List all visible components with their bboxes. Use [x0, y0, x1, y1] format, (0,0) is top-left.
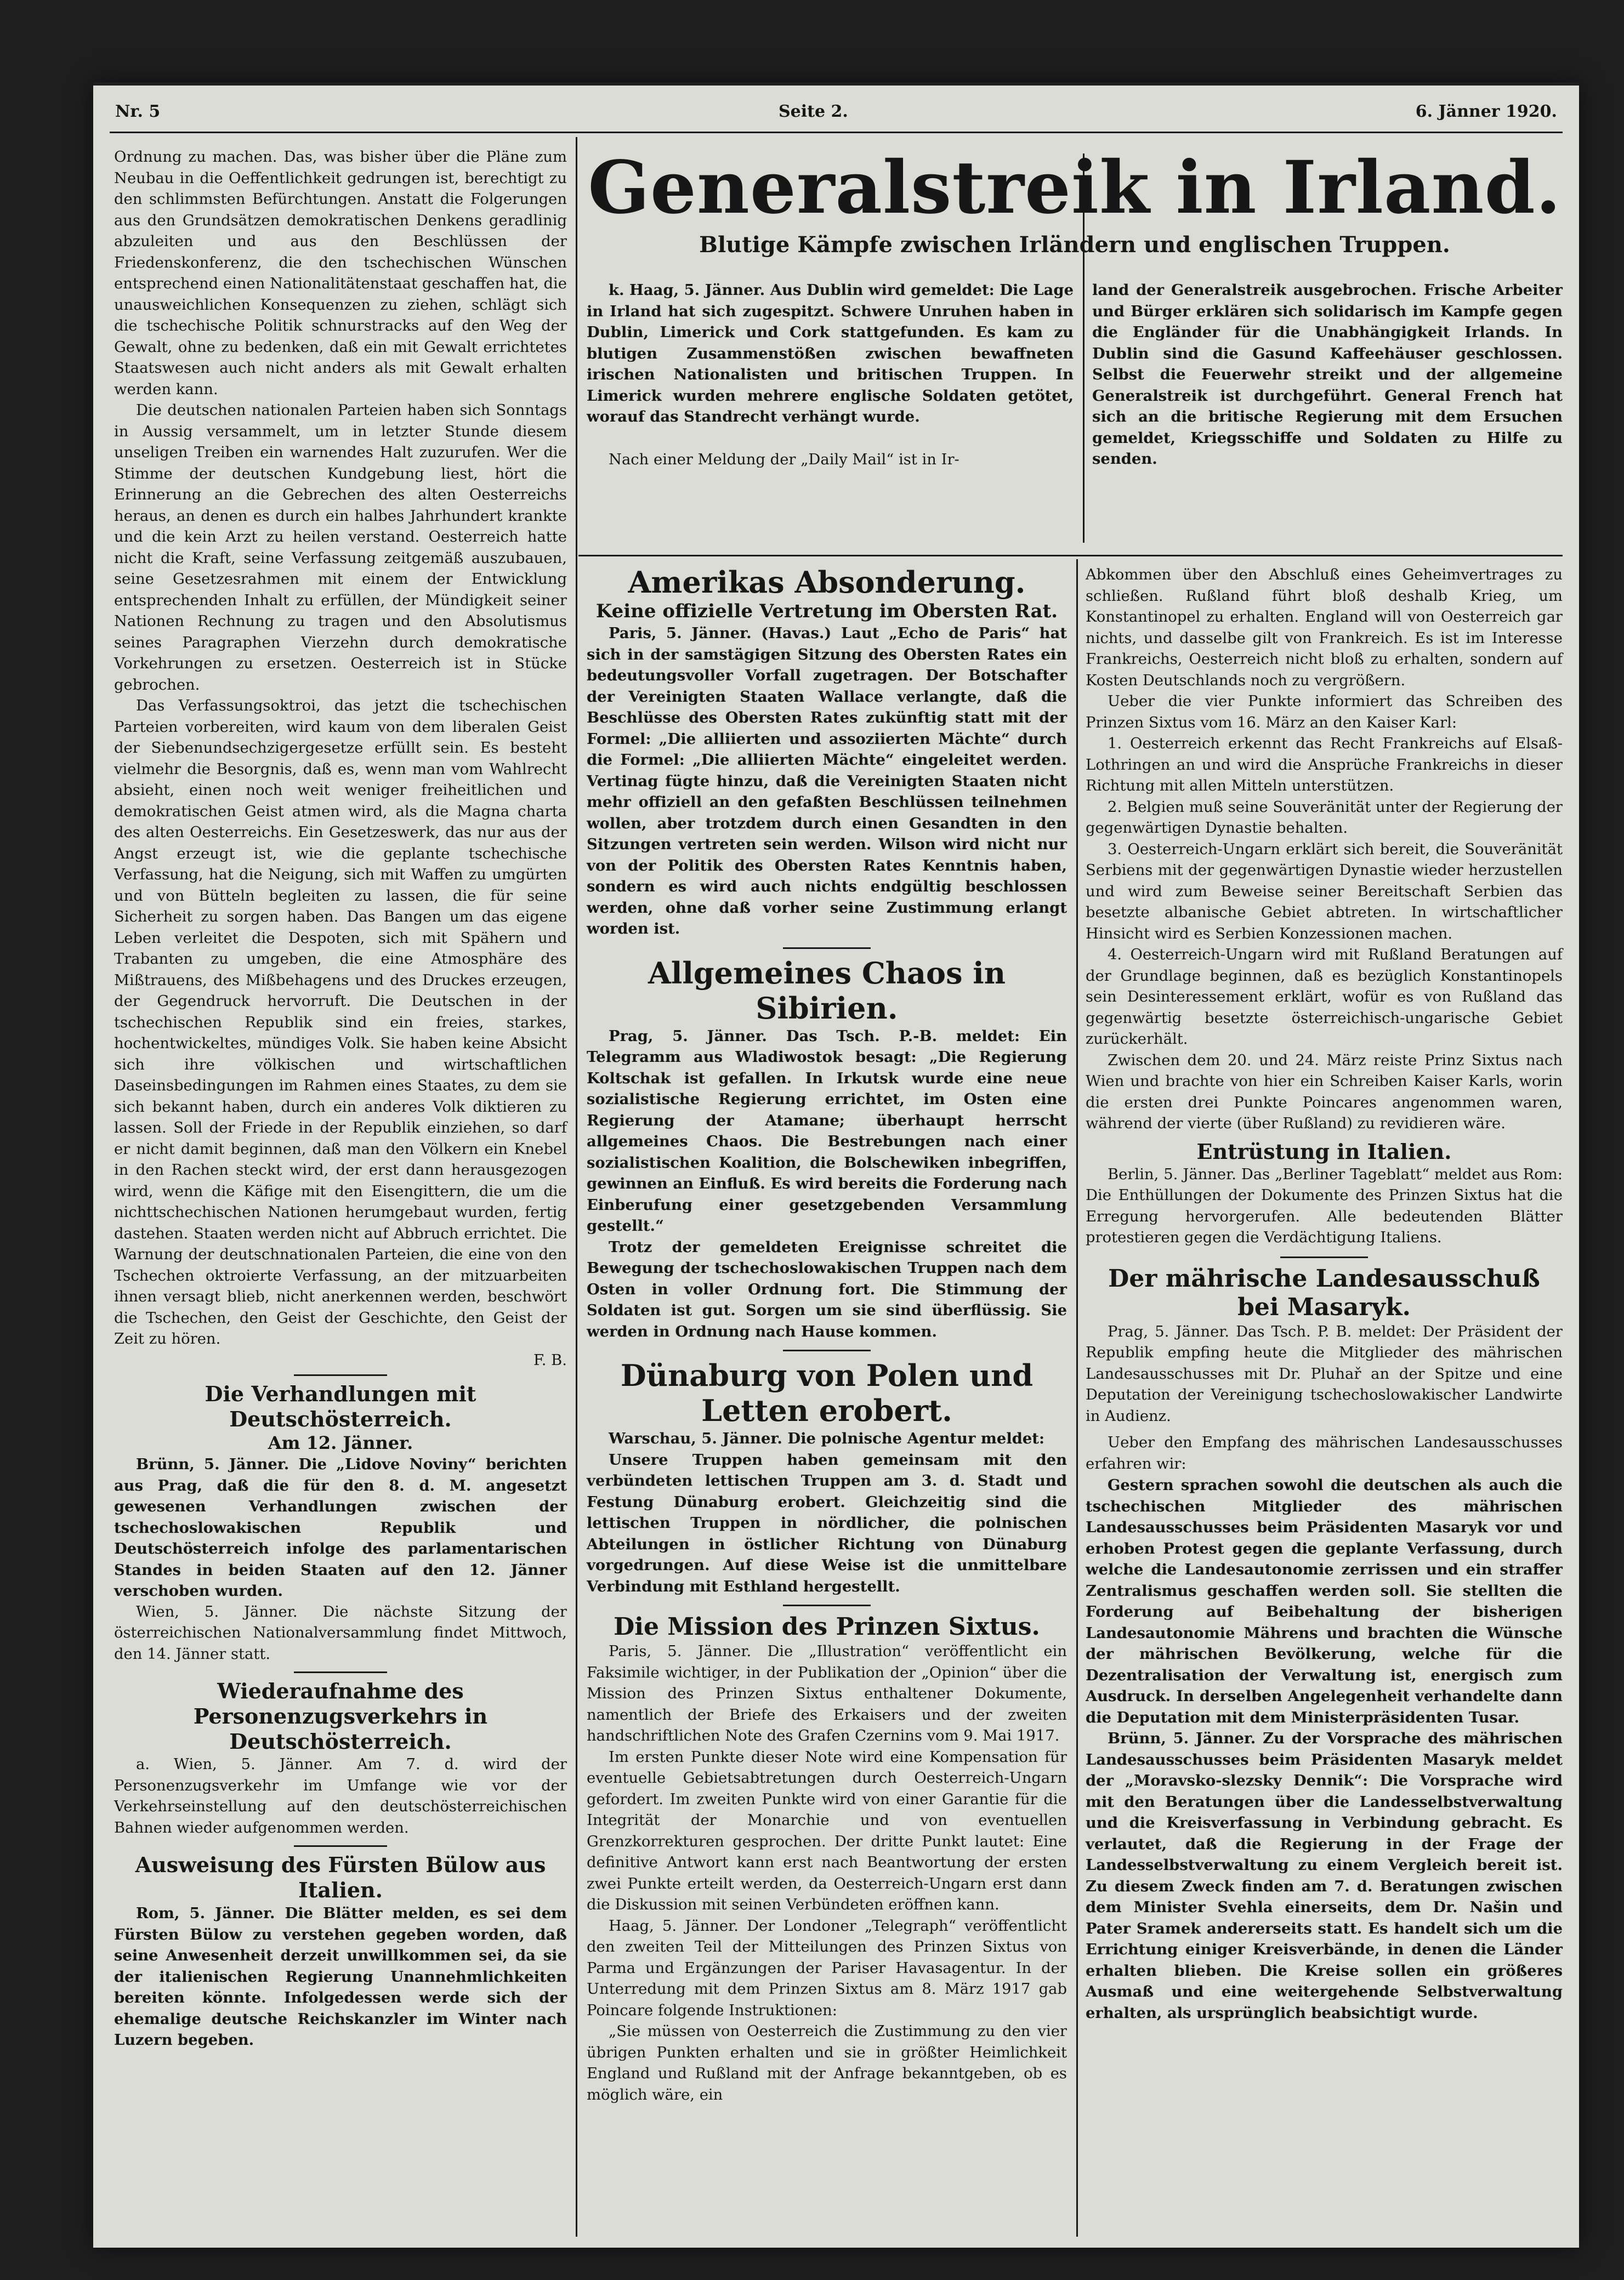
- article-paragraph: Paris, 5. Jänner. Die „Illustration“ veröffentlicht ein Faksimile wichtiger, in der Publikation der „Opinion“ über die Mission des Prinzen Sixtus enthaltener Dokumente, namentlich der Briefe des Erkaisers und der zweiten handschriftlichen Note des Grafen Czernins vom 9. Mai 1917.: [587, 1643, 1067, 1744]
- headline-chaos: Allgemeines Chaos in Sibirien.: [648, 955, 1006, 1026]
- separator-rule: [783, 947, 871, 949]
- column-2: [587, 565, 1067, 2106]
- article-paragraph: k. Haag, 5. Jänner. Aus Dublin wird gemeldet: Die Lage in Irland hat sich zugespitzt. Schwere Unruhen haben in Dublin, Limerick und Cork stattgefunden. Es kam zu blutigen Zusammenstößen zwischen bewaffneten irischen Nationalisten und britischen Truppen. In Limerick wurden mehrere englische Soldaten getötet, worauf das Standrecht verhängt wurde.: [587, 281, 1074, 425]
- top-edge-bar: [93, 82, 1579, 86]
- article-paragraph: Ueber die vier Punkte informiert das Schreiben des Prinzen Sixtus vom 16. März an den Kaiser Karl:: [1086, 693, 1563, 731]
- article-paragraph: Rom, 5. Jänner. Die Blätter melden, es sei dem Fürsten Bülow zu verstehen gegeben worden, daß seine Anwesenheit derzeit unwillkommen sei, da sie der italienischen Regierung Unannehmlichkeiten bereiten könnte. Infolgedessen werde sich der ehemalige deutsche Reichskanzler im Winter nach Luzern begeben.: [114, 1904, 567, 2049]
- issue-date: 6. Jänner 1920.: [1415, 102, 1557, 121]
- headline-maehrisch: Der mährische Landesausschuß bei Masaryk.: [1108, 1264, 1540, 1321]
- separator-rule: [294, 1845, 387, 1847]
- column-1: [114, 147, 567, 2051]
- irland-bottom-rule: [578, 555, 1563, 556]
- article-paragraph: 1. Oesterreich erkennt das Recht Frankreichs auf Elsaß-Lothringen an und wird die Ansprüche Frankreichs in dieser Richtung mit allen Mitteln unterstützen.: [1086, 735, 1563, 794]
- separator-rule: [783, 1605, 871, 1606]
- subhead-amerikas: Keine offizielle Vertretung im Obersten Rat.: [595, 600, 1058, 622]
- issue-number: Nr. 5: [115, 102, 161, 121]
- irland-block: [587, 147, 1563, 258]
- article-paragraph: Prag, 5. Jänner. Das Tsch. P. B. meldet: Der Präsident der Republik empfing heute die Mitglieder des mährischen Landesausschusses mit Dr. Pluhař an der Spitze und eine Deputation der Vereinigung tschechoslowakischer Landwirte in Audienz.: [1086, 1323, 1563, 1425]
- headline-amerikas: Amerikas Absonderung.: [628, 565, 1026, 600]
- article-paragraph: Trotz der gemeldeten Ereignisse schreitet die Bewegung der tschechoslowakischen Truppen nach dem Osten in voller Ordnung fort. Die Stimmung der Soldaten ist gut. Sorgen um sie sind überflüssig. Sie werden in Ordnung nach Hause kommen.: [587, 1238, 1067, 1340]
- separator-rule: [294, 1671, 387, 1673]
- article-paragraph: 3. Oesterreich-Ungarn erklärt sich bereit, die Souveränität Serbiens mit der gegenwärtigen Dynastie wieder herzustellen und wird zum Beweise seiner Bereitschaft Serbien das besetzte albanische Gebiet abtreten. In wirtschaftlicher Hinsicht wird es Serbien Konzessionen machen.: [1086, 840, 1563, 942]
- article-paragraph: Brünn, 5. Jänner. Die „Lidove Noviny“ berichten aus Prag, daß die für den 8. d. M. angesetzt gewesenen Verhandlungen zwischen der tschechoslowakischen Republik und Deutschösterreich infolge des parlamentarischen Standes in beiden Staaten auf den 12. Jänner verschoben wurden.: [114, 1455, 567, 1600]
- editorial-signature: F. B.: [533, 1351, 567, 1369]
- editorial-paragraph: Die deutschen nationalen Parteien haben sich Sonntags in Aussig versammelt, um in letzter Stunde diesem unseligen Treiben ein warnendes Halt zuzurufen. Wer die Stimme der deutschen Kundgebung liest, hört die Erinnerung an die Gebrechen des alten Oesterreichs heraus, an denen es durch ein halbes Jahrhundert krankte und die kein Arzt zu heilen verstand. Oesterreich hatte nicht die Kraft, seine Verfassung zeitgemäß auszubauen, seine Gesetzesrahmen mit einem der Entwicklung entsprechenden Inhalt zu erfüllen, der Mündigkeit seiner Nationen Rechnung zu tragen und den Absolutismus seines Paragraphen Vierzehn durch demokratische Vorkehrungen zu ersetzen. Oesterreich ist in Stücke gebrochen.: [114, 402, 567, 693]
- article-paragraph: 2. Belgien muß seine Souveränität unter der Regierung der gegenwärtigen Dynastie behalten.: [1086, 798, 1563, 837]
- headline-mission: Die Mission des Prinzen Sixtus.: [614, 1613, 1040, 1641]
- headline-entruestung: Entrüstung in Italien.: [1196, 1139, 1452, 1164]
- irland-right-column: [1092, 280, 1563, 470]
- article-paragraph: 4. Oesterreich-Ungarn wird mit Rußland Beratungen auf der Grundlage beginnen, daß es bezüglich Konstantinopels sein Desinteressement erklärt, wofür es von Rußland das gegenwärtig besetzte österreichisch-ungarische Gebiet zurückerhält.: [1086, 946, 1563, 1048]
- editorial-paragraph: Ordnung zu machen. Das, was bisher über die Pläne zum Neubau in die Oeffentlichkeit gedrungen ist, berechtigt zu den schlimmsten Befürchtungen. Anstatt die Folgerungen aus den Grundsätzen demokratischen Denkens geradlinig abzuleiten und aus den Beschlüssen der Friedenskonferenz, die den tschechischen Wünschen entsprechend einen Nationalitätenstaat geschaffen hat, die unausweichlichen Konsequenzen zu ziehen, schlägt sich die tschechische Politik schnurstracks auf den Weg der Gewalt, ohne zu bedenken, daß ein mit Gewalt errichtetes Staatswesen auch nicht anders als mit Gewalt erhalten werden kann.: [114, 149, 567, 398]
- headline-generalstreik: Generalstreik in Irland.: [588, 145, 1561, 230]
- irland-left-tail: [587, 450, 1074, 471]
- separator-rule: [294, 1374, 387, 1376]
- subhead-generalstreik: Blutige Kämpfe zwischen Irländern und englischen Truppen.: [699, 232, 1450, 258]
- subhead-verhandlungen: Am 12. Jänner.: [268, 1432, 413, 1453]
- article-paragraph: Nach einer Meldung der „Daily Mail“ ist in Ir-: [609, 451, 959, 468]
- editorial-paragraph: Das Verfassungsoktroi, das jetzt die tschechischen Parteien vorbereiten, wird kaum von dem liberalen Geist der Siebenundsechzigergesetze erfüllt sein. Es besteht vielmehr die Besorgnis, daß es, wenn man vom Wahlrecht absieht, einen noch weit weniger freiheitlichen und demokratischen Geist atmen wird, als die Magna charta des alten Oesterreichs. Ein Gesetzeswerk, das nur aus der Angst erzeugt ist, wie die geplante tschechische Verfassung, hat die Neigung, sich mit Waffen zu umgürten und von Bütteln begleiten zu lassen, die für seine Sicherheit zu sorgen haben. Das Bangen um das eigene Leben verleitet die Despoten, sich mit Spähern und Trabanten zu umgeben, die eine Atmosphäre des Mißtrauens, des Mißbehagens und des Druckes erzeugen, der Gegendruck hervorruft. Die Deutschen in der tschechischen Republik sind ein freies, starkes, hochentwickeltes, mündiges Volk. Sie haben keine Absicht sich ihre völkischen und wirtschaftlichen Daseinsbedingungen im Rahmen eines Staates, zu dem sie sich bekannt haben, durch ein anderes Volk diktieren zu lassen. Soll der Friede in der Republik einziehen, so darf er nicht damit beginnen, daß man den Völkern ein Knebel in den Rachen steckt wird, der erst dann herausgezogen wird, wenn die Käfige mit den Eisengittern, die um die nichttschechischen Nationen herumgebaut wurden, fertig dastehen. Staaten werden nicht auf Abbruch errichtet. Die Warnung der deutschnationalen Parteien, die eine von den Tschechen oktroierte Verfassung, an der mitzuarbeiten ihnen versagt blieb, nicht anerkennen werden, beschwört die Tschechen, den Geist der Geschichte, den Geist der Zeit zu hören.: [114, 697, 567, 1347]
- column-rule-right: [1076, 559, 1078, 2237]
- article-paragraph: a. Wien, 5. Jänner. Am 7. d. wird der Personenzugsverkehr im Umfange wie vor der Verkehrseinstellung auf den deutschösterreichischen Bahnen wieder aufgenommen werden.: [114, 1756, 567, 1836]
- headline-duenaburg: Dünaburg von Polen und Letten erobert.: [620, 1358, 1034, 1428]
- article-paragraph: Berlin, 5. Jänner. Das „Berliner Tageblatt“ meldet aus Rom: Die Enthüllungen der Dokumente des Prinzen Sixtus hat die Erregung hervorgerufen. Alle bedeutenden Blätter protestieren gegen die Verdächtigung Italiens.: [1086, 1165, 1563, 1246]
- column-rule-left: [576, 137, 577, 2237]
- article-paragraph: „Sie müssen von Oesterreich die Zustimmung zu den vier übrigen Punkten erhalten und sie in größter Heimlichkeit England und Rußland mit der Anfrage bekanntgeben, ob es möglich wäre, ein: [587, 2023, 1067, 2103]
- article-paragraph: Haag, 5. Jänner. Der Londoner „Telegraph“ veröffentlicht den zweiten Teil der Mitteilungen des Prinzen Sixtus von Parma und Ergänzungen der Pariser Havasagentur. In der Unterredung mit dem Prinzen Sixtus am 8. März 1917 gab Poincare folgende Instruktionen:: [587, 1917, 1067, 2019]
- article-paragraph: Zwischen dem 20. und 24. März reiste Prinz Sixtus nach Wien und brachte von hier ein Schreiben Kaiser Karls, worin die ersten drei Punkte Poincares angenommen waren, während der vierte (über Rußland) zu revidieren wäre.: [1086, 1051, 1563, 1132]
- article-paragraph: Unsere Truppen haben gemeinsam mit den verbündeten lettischen Truppen am 3. d. Stadt und Festung Dünaburg erobert. Gleichzeitig sind die lettischen Truppen in nördlicher, die polnischen Abteilungen in östlicher Richtung von Dünaburg vorgedrungen. Auf diese Weise ist die unmittelbare Verbindung mit Esthland hergestellt.: [587, 1451, 1067, 1595]
- separator-rule: [1280, 1256, 1368, 1258]
- article-paragraph: Abkommen über den Abschluß eines Geheimvertrages zu schließen. Rußland führt bloß deshalb Krieg, um Konstantinopel zu erhalten. England will von Oesterreich gar nichts, und dasselbe gilt von Frankreich. Es ist im Interesse Frankreichs, Oesterreich nicht bloß zu erhalten, sondern auf Kosten Deutschlands noch zu vergrößern.: [1086, 566, 1563, 689]
- headline-verhandlungen: Die Verhandlungen mit Deutschösterreich.: [205, 1381, 476, 1431]
- article-paragraph: land der Generalstreik ausgebrochen. Frische Arbeiter und Bürger erklären sich solidarisch im Kampfe gegen die Engländer für die Unabhängigkeit Irlands. In Dublin sind die Gasund Kaffeehäuser geschlossen. Selbst die Feuerwehr streikt und der allgemeine Generalstreik ist durchgeführt. General French hat sich an die britische Regierung mit dem Ersuchen gemeldet, Kriegsschiffe und Soldaten zu Hilfe zu senden.: [1092, 281, 1563, 468]
- article-paragraph: Warschau, 5. Jänner. Die polnische Agentur meldet:: [609, 1430, 1045, 1447]
- newspaper-page: [93, 82, 1579, 2248]
- page-number: Seite 2.: [779, 102, 848, 121]
- irland-left-column: [587, 280, 1074, 428]
- article-paragraph: Wien, 5. Jänner. Die nächste Sitzung der österreichischen Nationalversammlung findet Mittwoch, den 14. Jänner statt.: [114, 1603, 567, 1663]
- column-3: [1086, 565, 1563, 2023]
- article-paragraph: Brünn, 5. Jänner. Zu der Vorsprache des mährischen Landesausschusses beim Präsidenten Masaryk meldet der „Moravsko-slezsky Dennik“: Die Vorsprache wird mit den Beratungen über die Landesselbstverwaltung und die Kreisverfassung in Verbindung gebracht. Es verlautet, daß die Regierung in der Frage der Landesselbstverwaltung zu einem Vergleich bereit ist. Zu diesem Zweck finden am 7. d. Beratungen zwischen dem Minister Svehla einerseits, dem Dr. Našin und Pater Sramek andererseits statt. Es handelt sich um die Errichtung einiger Kreisverbände, in denen die Länder erhalten blieben. Die Kreise sollen ein größeres Ausmaß und eine weitergehende Selbstverwaltung erhalten, als ursprünglich beabsichtigt wurde.: [1086, 1730, 1563, 2022]
- article-paragraph: Gestern sprachen sowohl die deutschen als auch die tschechischen Mitglieder des mährischen Landesausschusses beim Präsidenten Masaryk vor und erhoben Protest gegen die geplante Verfassung, durch welche die Landesautonomie zerrissen und ein straffer Zentralismus geschaffen werden soll. Sie stellten die Forderung auf Beibehaltung der bisherigen Landesautonomie Mährens und brachten die Wünsche der mährischen Bevölkerung, welche für die Dezentralisation der Verwaltung ist, energisch zum Ausdruck. In derselben Angelegenheit verhandelte dann die Deputation mit dem Ministerpräsidenten Tusar.: [1086, 1476, 1563, 1726]
- separator-rule: [783, 1350, 871, 1351]
- article-paragraph: Ueber den Empfang des mährischen Landesausschusses erfahren wir:: [1086, 1434, 1563, 1472]
- headline-ausweisung: Ausweisung des Fürsten Bülow aus Italien.: [135, 1852, 546, 1902]
- article-paragraph: Im ersten Punkte dieser Note wird eine Kompensation für eventuelle Gebietsabtretungen durch Oesterreich-Ungarn gefordert. Im zweiten Punkte wird von einer Garantie für die Integrität der Monarchie und von eventuellen Grenzkorrekturen gesprochen. Der dritte Punkt lautet: Eine definitive Antwort kann erst nach Beantwortung der ersten zwei Punkte erteilt werden, da Oesterreich-Ungarn erst dann die Diskussion mit seinen Verbündeten eröffnen kann.: [587, 1748, 1067, 1913]
- article-paragraph: Prag, 5. Jänner. Das Tsch. P.-B. meldet: Ein Telegramm aus Wladiwostok besagt: „Die Regierung Koltschak ist gefallen. In Irkutsk wurde eine neue sozialistische Regierung errichtet, im Osten eine Regierung der Atamane; überhaupt herrscht allgemeines Chaos. Die Bestrebungen nach einer sozialistischen Koalition, die Bolschewiken inbegriffen, gewinnen an Einfluß. Es wird bereits die Forderung nach Einberufung einer gesetzgebenden Versammlung gestellt.“: [587, 1027, 1067, 1235]
- headline-wiederaufnahme: Wiederaufnahme des Personenzugsverkehrs in Deutschösterreich.: [193, 1679, 488, 1754]
- header-rule: [110, 132, 1563, 133]
- article-paragraph: Paris, 5. Jänner. (Havas.) Laut „Echo de Paris“ hat sich in der samstägigen Sitzung des Obersten Rates ein bedeutungsvoller Vorfall zugetragen. Der Botschafter der Vereinigten Staaten Wallace verlangte, daß die Beschlüsse des Obersten Rates zukünftig statt mit der Formel: „Die alliierten und assoziierten Mächte“ durch die Formel: „Die alliierten Mächte“ eingeleitet werden. Vertinag fügte hinzu, daß die Vereinigten Staaten nicht mehr offiziell an den gefaßten Beschlüssen teilnehmen wollen, aber trotzdem durch einen Gesandten in den Sitzungen vertreten sein werden. Wilson wird nicht nur von der Politik des Obersten Rates Kenntnis haben, sondern es wird auch nichts endgültig beschlossen werden, ohne daß vorher seine Zustimmung erlangt worden ist.: [587, 624, 1067, 937]
